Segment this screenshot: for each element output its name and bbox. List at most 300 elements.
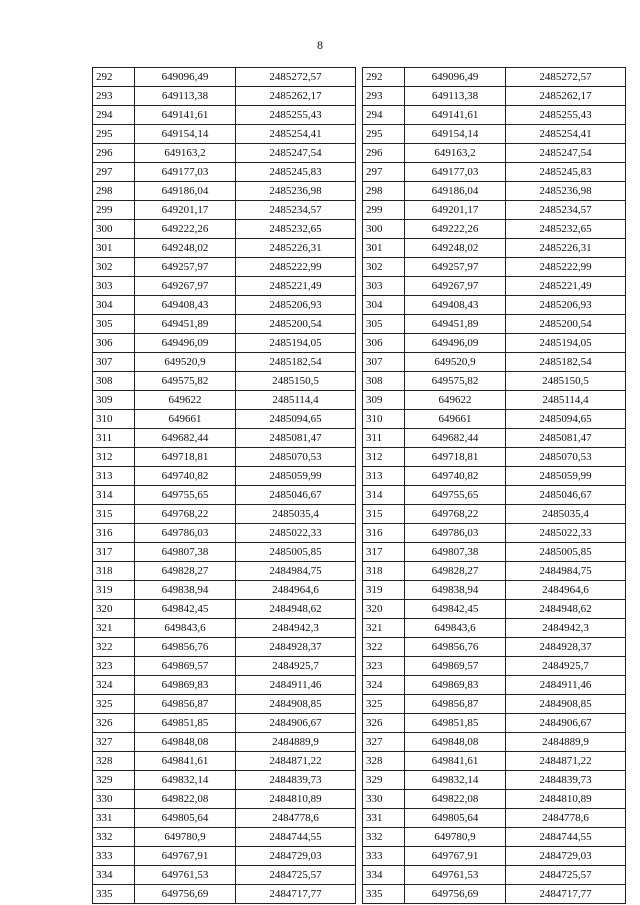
y-coordinate-cell: 2485222,99: [506, 258, 626, 277]
x-coordinate-cell: 649848,08: [135, 733, 236, 752]
table-row: [93, 239, 356, 258]
table-row: [363, 809, 626, 828]
table-row: [363, 182, 626, 201]
point-number-cell: 310: [363, 410, 405, 429]
point-number-cell: 335: [93, 885, 135, 904]
y-coordinate-cell: 2485114,4: [506, 391, 626, 410]
y-coordinate-cell: 2484729,03: [236, 847, 356, 866]
table-row: [93, 771, 356, 790]
y-coordinate-cell: 2485182,54: [236, 353, 356, 372]
point-number-cell: 305: [363, 315, 405, 334]
coordinates-table-right: [362, 67, 626, 904]
x-coordinate-cell: 649851,85: [135, 714, 236, 733]
y-coordinate-cell: 2484778,6: [236, 809, 356, 828]
point-number-cell: 329: [363, 771, 405, 790]
table-row: [363, 296, 626, 315]
y-coordinate-cell: 2485035,4: [506, 505, 626, 524]
x-coordinate-cell: 649869,83: [405, 676, 506, 695]
y-coordinate-cell: 2484717,77: [236, 885, 356, 904]
table-row: [363, 828, 626, 847]
y-coordinate-cell: 2485226,31: [506, 239, 626, 258]
y-coordinate-cell: 2485182,54: [506, 353, 626, 372]
point-number-cell: 321: [93, 619, 135, 638]
point-number-cell: 329: [93, 771, 135, 790]
x-coordinate-cell: 649718,81: [135, 448, 236, 467]
x-coordinate-cell: 649768,22: [135, 505, 236, 524]
x-coordinate-cell: 649843,6: [405, 619, 506, 638]
y-coordinate-cell: 2485236,98: [506, 182, 626, 201]
table-row: [93, 429, 356, 448]
x-coordinate-cell: 649267,97: [135, 277, 236, 296]
point-number-cell: 302: [93, 258, 135, 277]
table-row: [93, 828, 356, 847]
table-row: [363, 258, 626, 277]
table-row: [363, 714, 626, 733]
point-number-cell: 306: [363, 334, 405, 353]
x-coordinate-cell: 649842,45: [405, 600, 506, 619]
point-number-cell: 314: [93, 486, 135, 505]
point-number-cell: 322: [93, 638, 135, 657]
x-coordinate-cell: 649096,49: [405, 68, 506, 87]
point-number-cell: 327: [363, 733, 405, 752]
y-coordinate-cell: 2485255,43: [236, 106, 356, 125]
table-row: [93, 600, 356, 619]
table-row: [363, 144, 626, 163]
y-coordinate-cell: 2485206,93: [236, 296, 356, 315]
table-row: [363, 790, 626, 809]
point-number-cell: 301: [93, 239, 135, 258]
x-coordinate-cell: 649767,91: [135, 847, 236, 866]
y-coordinate-cell: 2485255,43: [506, 106, 626, 125]
y-coordinate-cell: 2485070,53: [236, 448, 356, 467]
x-coordinate-cell: 649740,82: [135, 467, 236, 486]
x-coordinate-cell: 649780,9: [135, 828, 236, 847]
y-coordinate-cell: 2484984,75: [506, 562, 626, 581]
table-row: [93, 296, 356, 315]
y-coordinate-cell: 2484928,37: [236, 638, 356, 657]
x-coordinate-cell: 649843,6: [135, 619, 236, 638]
x-coordinate-cell: 649755,65: [135, 486, 236, 505]
point-number-cell: 297: [363, 163, 405, 182]
y-coordinate-cell: 2485046,67: [236, 486, 356, 505]
y-coordinate-cell: 2484948,62: [506, 600, 626, 619]
y-coordinate-cell: 2485234,57: [506, 201, 626, 220]
y-coordinate-cell: 2484942,3: [236, 619, 356, 638]
point-number-cell: 295: [93, 125, 135, 144]
table-row: [363, 467, 626, 486]
y-coordinate-cell: 2485254,41: [506, 125, 626, 144]
y-coordinate-cell: 2485221,49: [506, 277, 626, 296]
point-number-cell: 298: [93, 182, 135, 201]
y-coordinate-cell: 2484942,3: [506, 619, 626, 638]
point-number-cell: 315: [93, 505, 135, 524]
point-number-cell: 310: [93, 410, 135, 429]
point-number-cell: 326: [363, 714, 405, 733]
point-number-cell: 320: [93, 600, 135, 619]
x-coordinate-cell: 649848,08: [405, 733, 506, 752]
y-coordinate-cell: 2485081,47: [506, 429, 626, 448]
x-coordinate-cell: 649805,64: [405, 809, 506, 828]
x-coordinate-cell: 649113,38: [135, 87, 236, 106]
table-row: [363, 486, 626, 505]
table-row: [363, 505, 626, 524]
table-row: [363, 201, 626, 220]
table-row: [93, 752, 356, 771]
y-coordinate-cell: 2485232,65: [236, 220, 356, 239]
y-coordinate-cell: 2485254,41: [236, 125, 356, 144]
point-number-cell: 324: [93, 676, 135, 695]
x-coordinate-cell: 649740,82: [405, 467, 506, 486]
point-number-cell: 299: [363, 201, 405, 220]
x-coordinate-cell: 649756,69: [135, 885, 236, 904]
table-row: [363, 87, 626, 106]
point-number-cell: 316: [363, 524, 405, 543]
table-row: [93, 68, 356, 87]
point-number-cell: 308: [363, 372, 405, 391]
table-row: [93, 657, 356, 676]
point-number-cell: 319: [93, 581, 135, 600]
y-coordinate-cell: 2484906,67: [236, 714, 356, 733]
point-number-cell: 309: [93, 391, 135, 410]
table-row: [93, 866, 356, 885]
y-coordinate-cell: 2484725,57: [236, 866, 356, 885]
point-number-cell: 334: [363, 866, 405, 885]
point-number-cell: 317: [363, 543, 405, 562]
point-number-cell: 321: [363, 619, 405, 638]
x-coordinate-cell: 649520,9: [405, 353, 506, 372]
point-number-cell: 293: [363, 87, 405, 106]
y-coordinate-cell: 2484810,89: [236, 790, 356, 809]
x-coordinate-cell: 649661: [135, 410, 236, 429]
y-coordinate-cell: 2485094,65: [506, 410, 626, 429]
x-coordinate-cell: 649575,82: [135, 372, 236, 391]
y-coordinate-cell: 2484911,46: [506, 676, 626, 695]
x-coordinate-cell: 649822,08: [405, 790, 506, 809]
y-coordinate-cell: 2484984,75: [236, 562, 356, 581]
point-number-cell: 311: [93, 429, 135, 448]
table-row: [93, 885, 356, 904]
y-coordinate-cell: 2484964,6: [506, 581, 626, 600]
point-number-cell: 332: [363, 828, 405, 847]
point-number-cell: 304: [363, 296, 405, 315]
point-number-cell: 328: [363, 752, 405, 771]
table-row: [363, 885, 626, 904]
x-coordinate-cell: 649842,45: [135, 600, 236, 619]
point-number-cell: 300: [93, 220, 135, 239]
y-coordinate-cell: 2485272,57: [506, 68, 626, 87]
y-coordinate-cell: 2484810,89: [506, 790, 626, 809]
table-row: [363, 581, 626, 600]
x-coordinate-cell: 649113,38: [405, 87, 506, 106]
x-coordinate-cell: 649856,76: [135, 638, 236, 657]
point-number-cell: 303: [93, 277, 135, 296]
y-coordinate-cell: 2485005,85: [236, 543, 356, 562]
y-coordinate-cell: 2485035,4: [236, 505, 356, 524]
y-coordinate-cell: 2485234,57: [236, 201, 356, 220]
x-coordinate-cell: 649786,03: [135, 524, 236, 543]
point-number-cell: 304: [93, 296, 135, 315]
x-coordinate-cell: 649248,02: [405, 239, 506, 258]
y-coordinate-cell: 2485022,33: [506, 524, 626, 543]
x-coordinate-cell: 649755,65: [405, 486, 506, 505]
y-coordinate-cell: 2484871,22: [236, 752, 356, 771]
y-coordinate-cell: 2484778,6: [506, 809, 626, 828]
point-number-cell: 323: [93, 657, 135, 676]
table-row: [93, 638, 356, 657]
x-coordinate-cell: 649841,61: [135, 752, 236, 771]
table-row: [93, 258, 356, 277]
point-number-cell: 325: [93, 695, 135, 714]
x-coordinate-cell: 649141,61: [405, 106, 506, 125]
table-row: [93, 847, 356, 866]
x-coordinate-cell: 649257,97: [135, 258, 236, 277]
x-coordinate-cell: 649186,04: [135, 182, 236, 201]
x-coordinate-cell: 649622: [405, 391, 506, 410]
point-number-cell: 298: [363, 182, 405, 201]
y-coordinate-cell: 2485059,99: [236, 467, 356, 486]
point-number-cell: 301: [363, 239, 405, 258]
point-number-cell: 324: [363, 676, 405, 695]
x-coordinate-cell: 649201,17: [135, 201, 236, 220]
point-number-cell: 295: [363, 125, 405, 144]
x-coordinate-cell: 649841,61: [405, 752, 506, 771]
point-number-cell: 330: [93, 790, 135, 809]
point-number-cell: 292: [363, 68, 405, 87]
y-coordinate-cell: 2484889,9: [236, 733, 356, 752]
table-row: [363, 410, 626, 429]
y-coordinate-cell: 2485226,31: [236, 239, 356, 258]
table-row: [93, 562, 356, 581]
y-coordinate-cell: 2484725,57: [506, 866, 626, 885]
y-coordinate-cell: 2484928,37: [506, 638, 626, 657]
point-number-cell: 333: [363, 847, 405, 866]
table-row: [363, 334, 626, 353]
table-row: [93, 220, 356, 239]
x-coordinate-cell: 649661: [405, 410, 506, 429]
point-number-cell: 327: [93, 733, 135, 752]
y-coordinate-cell: 2484717,77: [506, 885, 626, 904]
table-row: [93, 581, 356, 600]
x-coordinate-cell: 649177,03: [135, 163, 236, 182]
point-number-cell: 333: [93, 847, 135, 866]
point-number-cell: 318: [363, 562, 405, 581]
x-coordinate-cell: 649163,2: [405, 144, 506, 163]
point-number-cell: 312: [93, 448, 135, 467]
point-number-cell: 296: [363, 144, 405, 163]
table-row: [93, 106, 356, 125]
y-coordinate-cell: 2484908,85: [506, 695, 626, 714]
point-number-cell: 296: [93, 144, 135, 163]
y-coordinate-cell: 2485221,49: [236, 277, 356, 296]
table-row: [93, 448, 356, 467]
y-coordinate-cell: 2484839,73: [506, 771, 626, 790]
x-coordinate-cell: 649201,17: [405, 201, 506, 220]
y-coordinate-cell: 2484948,62: [236, 600, 356, 619]
table-row: [363, 619, 626, 638]
table-row: [363, 68, 626, 87]
point-number-cell: 307: [363, 353, 405, 372]
table-row: [93, 714, 356, 733]
point-number-cell: 306: [93, 334, 135, 353]
y-coordinate-cell: 2485005,85: [506, 543, 626, 562]
x-coordinate-cell: 649141,61: [135, 106, 236, 125]
point-number-cell: 294: [363, 106, 405, 125]
y-coordinate-cell: 2484729,03: [506, 847, 626, 866]
y-coordinate-cell: 2485247,54: [506, 144, 626, 163]
table-row: [93, 125, 356, 144]
point-number-cell: 312: [363, 448, 405, 467]
table-row: [363, 543, 626, 562]
x-coordinate-cell: 649822,08: [135, 790, 236, 809]
y-coordinate-cell: 2485022,33: [236, 524, 356, 543]
y-coordinate-cell: 2484871,22: [506, 752, 626, 771]
point-number-cell: 297: [93, 163, 135, 182]
y-coordinate-cell: 2484925,7: [506, 657, 626, 676]
x-coordinate-cell: 649496,09: [135, 334, 236, 353]
y-coordinate-cell: 2485245,83: [506, 163, 626, 182]
page-number: 8: [317, 38, 323, 52]
y-coordinate-cell: 2484964,6: [236, 581, 356, 600]
x-coordinate-cell: 649767,91: [405, 847, 506, 866]
x-coordinate-cell: 649575,82: [405, 372, 506, 391]
x-coordinate-cell: 649257,97: [405, 258, 506, 277]
table-row: [363, 657, 626, 676]
table-row: [93, 163, 356, 182]
point-number-cell: 331: [363, 809, 405, 828]
point-number-cell: 330: [363, 790, 405, 809]
y-coordinate-cell: 2485114,4: [236, 391, 356, 410]
x-coordinate-cell: 649451,89: [135, 315, 236, 334]
table-row: [363, 676, 626, 695]
table-row: [363, 163, 626, 182]
y-coordinate-cell: 2485262,17: [236, 87, 356, 106]
y-coordinate-cell: 2485222,99: [236, 258, 356, 277]
y-coordinate-cell: 2484911,46: [236, 676, 356, 695]
x-coordinate-cell: 649832,14: [135, 771, 236, 790]
table-row: [93, 809, 356, 828]
y-coordinate-cell: 2485150,5: [236, 372, 356, 391]
y-coordinate-cell: 2485236,98: [236, 182, 356, 201]
x-coordinate-cell: 649869,57: [135, 657, 236, 676]
x-coordinate-cell: 649756,69: [405, 885, 506, 904]
y-coordinate-cell: 2484744,55: [506, 828, 626, 847]
x-coordinate-cell: 649869,83: [135, 676, 236, 695]
x-coordinate-cell: 649838,94: [405, 581, 506, 600]
point-number-cell: 335: [363, 885, 405, 904]
y-coordinate-cell: 2484889,9: [506, 733, 626, 752]
point-number-cell: 314: [363, 486, 405, 505]
x-coordinate-cell: 649248,02: [135, 239, 236, 258]
x-coordinate-cell: 649622: [135, 391, 236, 410]
point-number-cell: 294: [93, 106, 135, 125]
table-row: [363, 372, 626, 391]
x-coordinate-cell: 649177,03: [405, 163, 506, 182]
y-coordinate-cell: 2485200,54: [506, 315, 626, 334]
table-row: [363, 524, 626, 543]
x-coordinate-cell: 649786,03: [405, 524, 506, 543]
x-coordinate-cell: 649520,9: [135, 353, 236, 372]
y-coordinate-cell: 2484744,55: [236, 828, 356, 847]
y-coordinate-cell: 2485247,54: [236, 144, 356, 163]
y-coordinate-cell: 2485245,83: [236, 163, 356, 182]
table-row: [93, 505, 356, 524]
y-coordinate-cell: 2485150,5: [506, 372, 626, 391]
y-coordinate-cell: 2485194,05: [236, 334, 356, 353]
point-number-cell: 293: [93, 87, 135, 106]
y-coordinate-cell: 2485272,57: [236, 68, 356, 87]
table-row: [93, 543, 356, 562]
y-coordinate-cell: 2485206,93: [506, 296, 626, 315]
x-coordinate-cell: 649869,57: [405, 657, 506, 676]
point-number-cell: 315: [363, 505, 405, 524]
y-coordinate-cell: 2485046,67: [506, 486, 626, 505]
point-number-cell: 313: [93, 467, 135, 486]
y-coordinate-cell: 2484839,73: [236, 771, 356, 790]
table-row: [363, 125, 626, 144]
y-coordinate-cell: 2484906,67: [506, 714, 626, 733]
table-row: [363, 277, 626, 296]
x-coordinate-cell: 649856,87: [405, 695, 506, 714]
table-row: [363, 239, 626, 258]
x-coordinate-cell: 649718,81: [405, 448, 506, 467]
x-coordinate-cell: 649408,43: [135, 296, 236, 315]
point-number-cell: 323: [363, 657, 405, 676]
point-number-cell: 318: [93, 562, 135, 581]
x-coordinate-cell: 649408,43: [405, 296, 506, 315]
point-number-cell: 292: [93, 68, 135, 87]
x-coordinate-cell: 649851,85: [405, 714, 506, 733]
point-number-cell: 328: [93, 752, 135, 771]
y-coordinate-cell: 2485094,65: [236, 410, 356, 429]
x-coordinate-cell: 649496,09: [405, 334, 506, 353]
point-number-cell: 331: [93, 809, 135, 828]
x-coordinate-cell: 649163,2: [135, 144, 236, 163]
point-number-cell: 325: [363, 695, 405, 714]
point-number-cell: 308: [93, 372, 135, 391]
table-row: [93, 182, 356, 201]
point-number-cell: 320: [363, 600, 405, 619]
table-row: [363, 733, 626, 752]
table-row: [363, 353, 626, 372]
x-coordinate-cell: 649828,27: [135, 562, 236, 581]
table-row: [93, 695, 356, 714]
point-number-cell: 309: [363, 391, 405, 410]
y-coordinate-cell: 2484925,7: [236, 657, 356, 676]
coordinates-table-left: [92, 67, 356, 904]
table-row: [93, 486, 356, 505]
table-row: [363, 448, 626, 467]
table-row: [93, 144, 356, 163]
point-number-cell: 326: [93, 714, 135, 733]
x-coordinate-cell: 649267,97: [405, 277, 506, 296]
table-row: [363, 562, 626, 581]
x-coordinate-cell: 649222,26: [135, 220, 236, 239]
y-coordinate-cell: 2485059,99: [506, 467, 626, 486]
x-coordinate-cell: 649186,04: [405, 182, 506, 201]
x-coordinate-cell: 649856,76: [405, 638, 506, 657]
x-coordinate-cell: 649807,38: [135, 543, 236, 562]
x-coordinate-cell: 649096,49: [135, 68, 236, 87]
table-row: [93, 410, 356, 429]
x-coordinate-cell: 649222,26: [405, 220, 506, 239]
point-number-cell: 300: [363, 220, 405, 239]
table-row: [363, 315, 626, 334]
point-number-cell: 302: [363, 258, 405, 277]
table-row: [93, 353, 356, 372]
table-row: [363, 752, 626, 771]
x-coordinate-cell: 649828,27: [405, 562, 506, 581]
point-number-cell: 313: [363, 467, 405, 486]
